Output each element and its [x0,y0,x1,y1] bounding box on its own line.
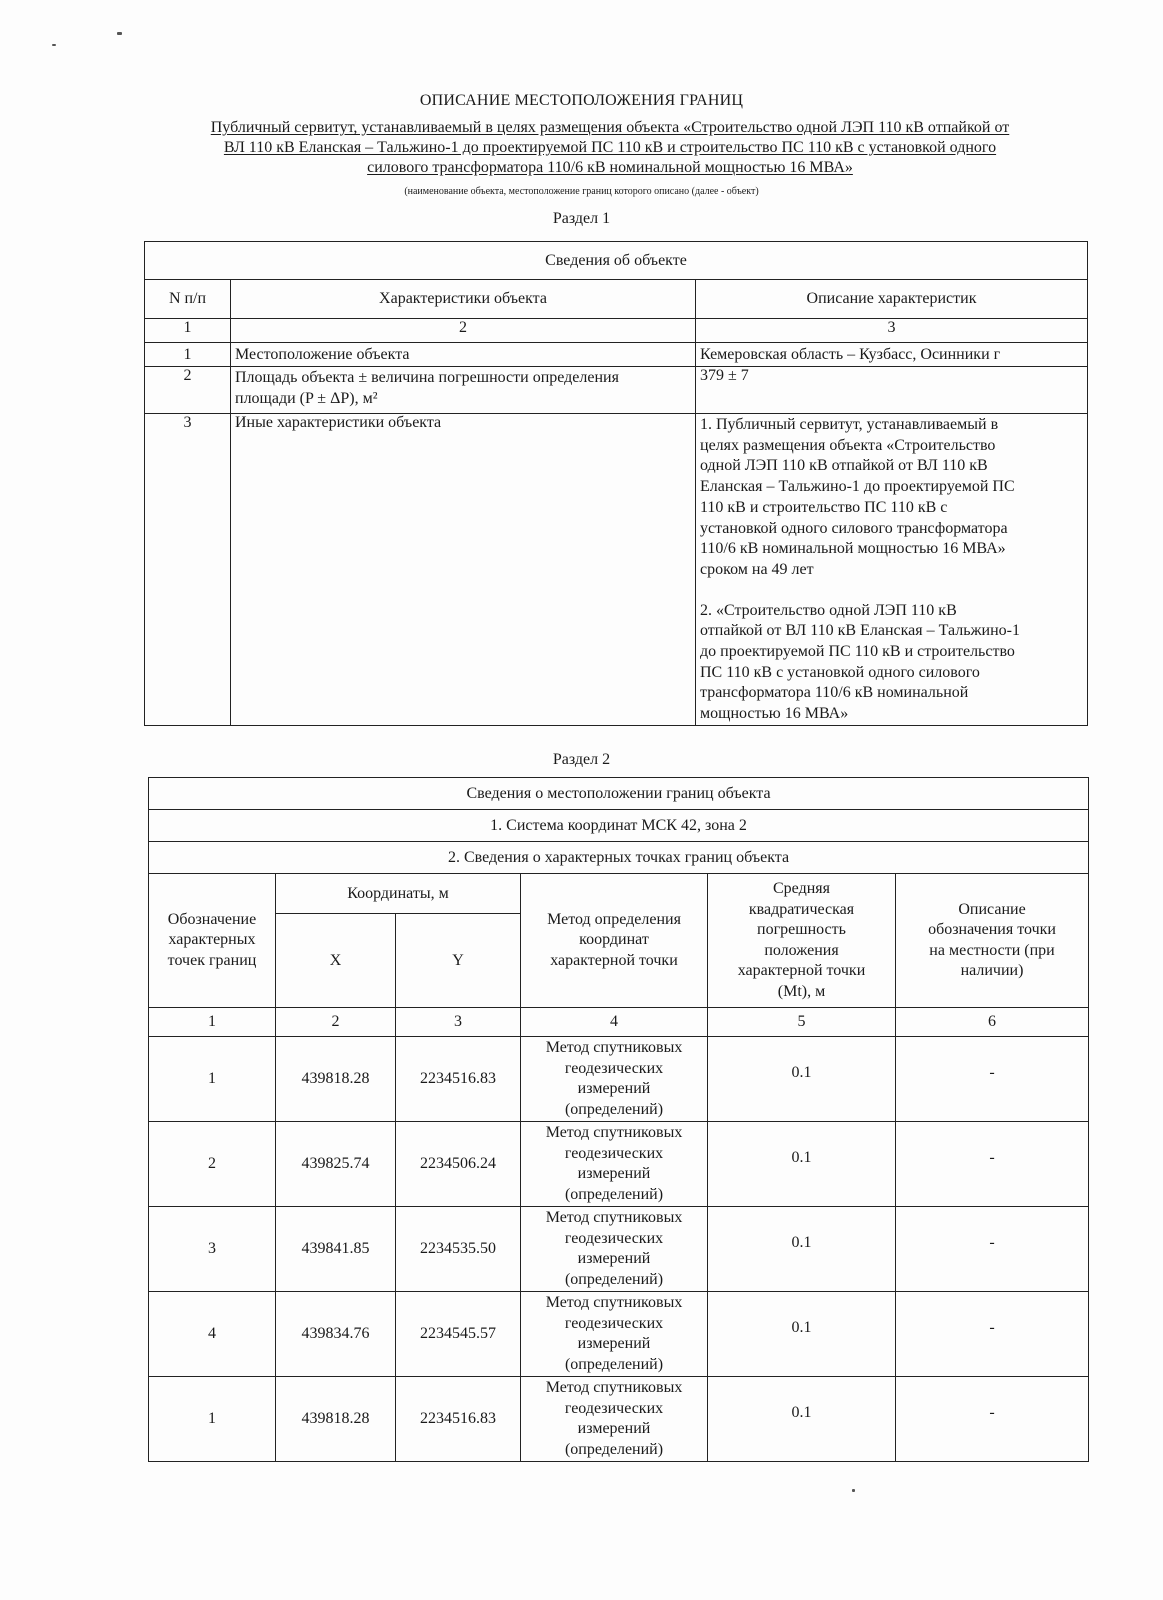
text-line: характерных [168,931,256,949]
method [521,1037,708,1122]
text-line: точек границ [167,951,257,969]
table-row [145,343,1088,367]
point-description [896,1292,1089,1377]
text-line: Описание [958,900,1026,918]
text-line: на местности (при [929,941,1055,959]
subject-line: силового трансформатора 110/6 кВ номинальной мощностью 16 МВА» [367,159,853,176]
coord-y: 2234516.83 [396,1037,521,1122]
characteristic-name: Иные характеристики объекта [231,414,696,726]
text-line: 110/6 кВ номинальной мощностью 16 МВА» [700,540,1006,558]
table-row [149,1037,1089,1122]
table-row [149,1377,1089,1462]
section-2-label: Раздел 2 [552,751,611,768]
column-header: Описание характеристик [696,280,1088,319]
text-line: положения [764,941,839,959]
header-point-description [896,874,1089,1008]
section-1-label: Раздел 1 [552,210,611,227]
text-line: целях размещения объекта «Строительство [700,436,996,454]
mean-error [708,1377,896,1462]
document-subject [140,118,1080,178]
text-line: сроком на 49 лет [700,560,814,578]
scan-speck [117,32,122,35]
characteristic-name: Местоположение объекта [231,343,696,367]
text-line: 110 кВ и строительство ПС 110 кВ с [700,498,948,516]
column-number: 4 [521,1008,708,1037]
text-line: характерной точки [737,962,866,979]
text-line: Метод спутниковых [545,1124,683,1141]
point-description-value: - [989,1064,995,1081]
header-coordinates: Координаты, м [276,874,521,914]
characteristic-value: 379 ± 7 [696,367,1088,414]
table-row [145,367,1088,414]
description-paragraph [700,415,1083,581]
header-x: X [276,914,396,1008]
text-line: (определений) [564,1100,664,1118]
text-line: Метод спутниковых [545,1209,683,1226]
points-title: 2. Сведения о характерных точках границ объекта [149,842,1089,874]
method [521,1377,708,1462]
text-line: Площадь объекта ± величина погрешности определения [235,369,619,386]
text-line: квадратическая [748,900,855,918]
text-line: (определений) [564,1270,664,1288]
table-row [145,414,1088,726]
text-line: измерений [577,1165,651,1182]
mean-error-value: 0.1 [791,1404,812,1421]
text-line: Метод определения [547,910,681,928]
mean-error [708,1122,896,1207]
mean-error-value: 0.1 [791,1319,812,1336]
scan-speck [52,44,56,46]
column-header: Характеристики объекта [231,280,696,319]
text-line: отпайкой от ВЛ 110 кВ Еланская – Тальжино-1 [700,622,1020,640]
method [521,1122,708,1207]
text-line: Метод спутниковых [545,1039,683,1056]
text-line: до проектируемой ПС 110 кВ и строительство [700,643,1015,661]
text-line: координат [579,931,649,949]
table-row [149,1292,1089,1377]
text-line: обозначения точки [928,921,1056,938]
text-line: ПС 110 кВ с установкой одного силового [700,663,980,681]
point-description-value: - [989,1234,995,1251]
method [521,1207,708,1292]
document-title: ОПИСАНИЕ МЕСТОПОЛОЖЕНИЯ ГРАНИЦ [419,92,744,109]
point-id: 3 [149,1207,276,1292]
text-line: геодезических [564,1144,664,1162]
text-line: геодезических [564,1314,664,1332]
mean-error-value: 0.1 [791,1064,812,1081]
text-line: Еланская – Тальжино-1 до проектируемой ПС [700,478,1015,496]
point-id: 4 [149,1292,276,1377]
text-line: измерений [577,1080,651,1097]
point-id: 1 [149,1377,276,1462]
text-line: Средняя [773,880,830,897]
description-paragraph [700,601,1083,725]
text-line: геодезических [564,1059,664,1077]
point-description [896,1037,1089,1122]
text-line: (Mt), м [777,982,826,1000]
column-number: 2 [231,319,696,343]
coord-y: 2234545.57 [396,1292,521,1377]
text-line: наличии) [960,962,1024,979]
point-description-value: - [989,1149,995,1166]
table-title: Сведения о местоположении границ объекта [149,778,1089,810]
text-line: 1. Публичный сервитут, устанавливаемый в [700,416,999,433]
mean-error [708,1207,896,1292]
row-number: 1 [145,343,231,367]
coord-x: 439841.85 [276,1207,396,1292]
column-number: 6 [896,1008,1089,1037]
column-number: 5 [708,1008,896,1037]
text-line: (определений) [564,1440,664,1458]
text-line: трансформатора 110/6 кВ номинальной [700,684,969,702]
table-title: Сведения об объекте [145,242,1088,280]
text-line: 2. «Строительство одной ЛЭП 110 кВ [700,601,957,619]
row-number: 3 [145,414,231,726]
coord-x: 439834.76 [276,1292,396,1377]
mean-error-value: 0.1 [791,1234,812,1251]
text-line: характерной точки [550,951,678,969]
column-header: N п/п [145,280,231,319]
coord-x: 439825.74 [276,1122,396,1207]
point-id: 2 [149,1122,276,1207]
coordinate-system: 1. Система координат МСК 42, зона 2 [149,810,1089,842]
column-number: 1 [145,319,231,343]
row-number: 2 [145,367,231,414]
header-mean-error [708,874,896,1008]
characteristic-value [696,414,1088,726]
subject-line: ВЛ 110 кВ Еланская – Тальжино-1 до проектируемой ПС 110 кВ и строительство ПС 110 кВ с установкой одного [223,139,997,156]
text-line: измерений [577,1335,651,1352]
point-description-value: - [989,1404,995,1421]
boundary-points-table [148,777,1089,1462]
point-description [896,1207,1089,1292]
point-description-value: - [989,1319,995,1336]
subject-caption: (наименование объекта, местоположение границ которого описано (далее - объект) [404,186,759,197]
coord-y: 2234516.83 [396,1377,521,1462]
text-line: измерений [577,1250,651,1267]
text-line: погрешность [757,921,846,938]
point-description [896,1122,1089,1207]
text-line: измерений [577,1420,651,1437]
object-info-table [144,241,1088,726]
table-row [149,1207,1089,1292]
header-y: Y [396,914,521,1008]
text-line: Метод спутниковых [545,1379,683,1396]
mean-error [708,1037,896,1122]
coord-y: 2234506.24 [396,1122,521,1207]
text-line: мощностью 16 МВА» [700,705,849,723]
coord-y: 2234535.50 [396,1207,521,1292]
text-line: одной ЛЭП 110 кВ отпайкой от ВЛ 110 кВ [700,457,988,475]
text-line: площади (P ± ΔP), м² [235,390,378,407]
text-line: геодезических [564,1399,664,1417]
column-number: 3 [396,1008,521,1037]
text-line: (определений) [564,1185,664,1203]
mean-error [708,1292,896,1377]
point-description [896,1377,1089,1462]
header-point-label [149,874,276,1008]
text-line: Метод спутниковых [545,1294,683,1311]
text-line: геодезических [564,1229,664,1247]
scan-speck [852,1489,855,1492]
coord-x: 439818.28 [276,1377,396,1462]
mean-error-value: 0.1 [791,1149,812,1166]
column-number: 1 [149,1008,276,1037]
header-method [521,874,708,1008]
text-line: (определений) [564,1355,664,1373]
characteristic-value: Кемеровская область – Кузбасс, Осинники г [696,343,1088,367]
column-number: 2 [276,1008,396,1037]
subject-line: Публичный сервитут, устанавливаемый в целях размещения объекта «Строительство одной ЛЭП 110 кВ отпайкой от [210,119,1010,136]
text-line: Обозначение [167,910,257,928]
method [521,1292,708,1377]
column-number: 3 [696,319,1088,343]
point-id: 1 [149,1037,276,1122]
table-row [149,1122,1089,1207]
characteristic-name [231,367,696,414]
text-line: установкой одного силового трансформатора [700,519,1008,537]
coord-x: 439818.28 [276,1037,396,1122]
